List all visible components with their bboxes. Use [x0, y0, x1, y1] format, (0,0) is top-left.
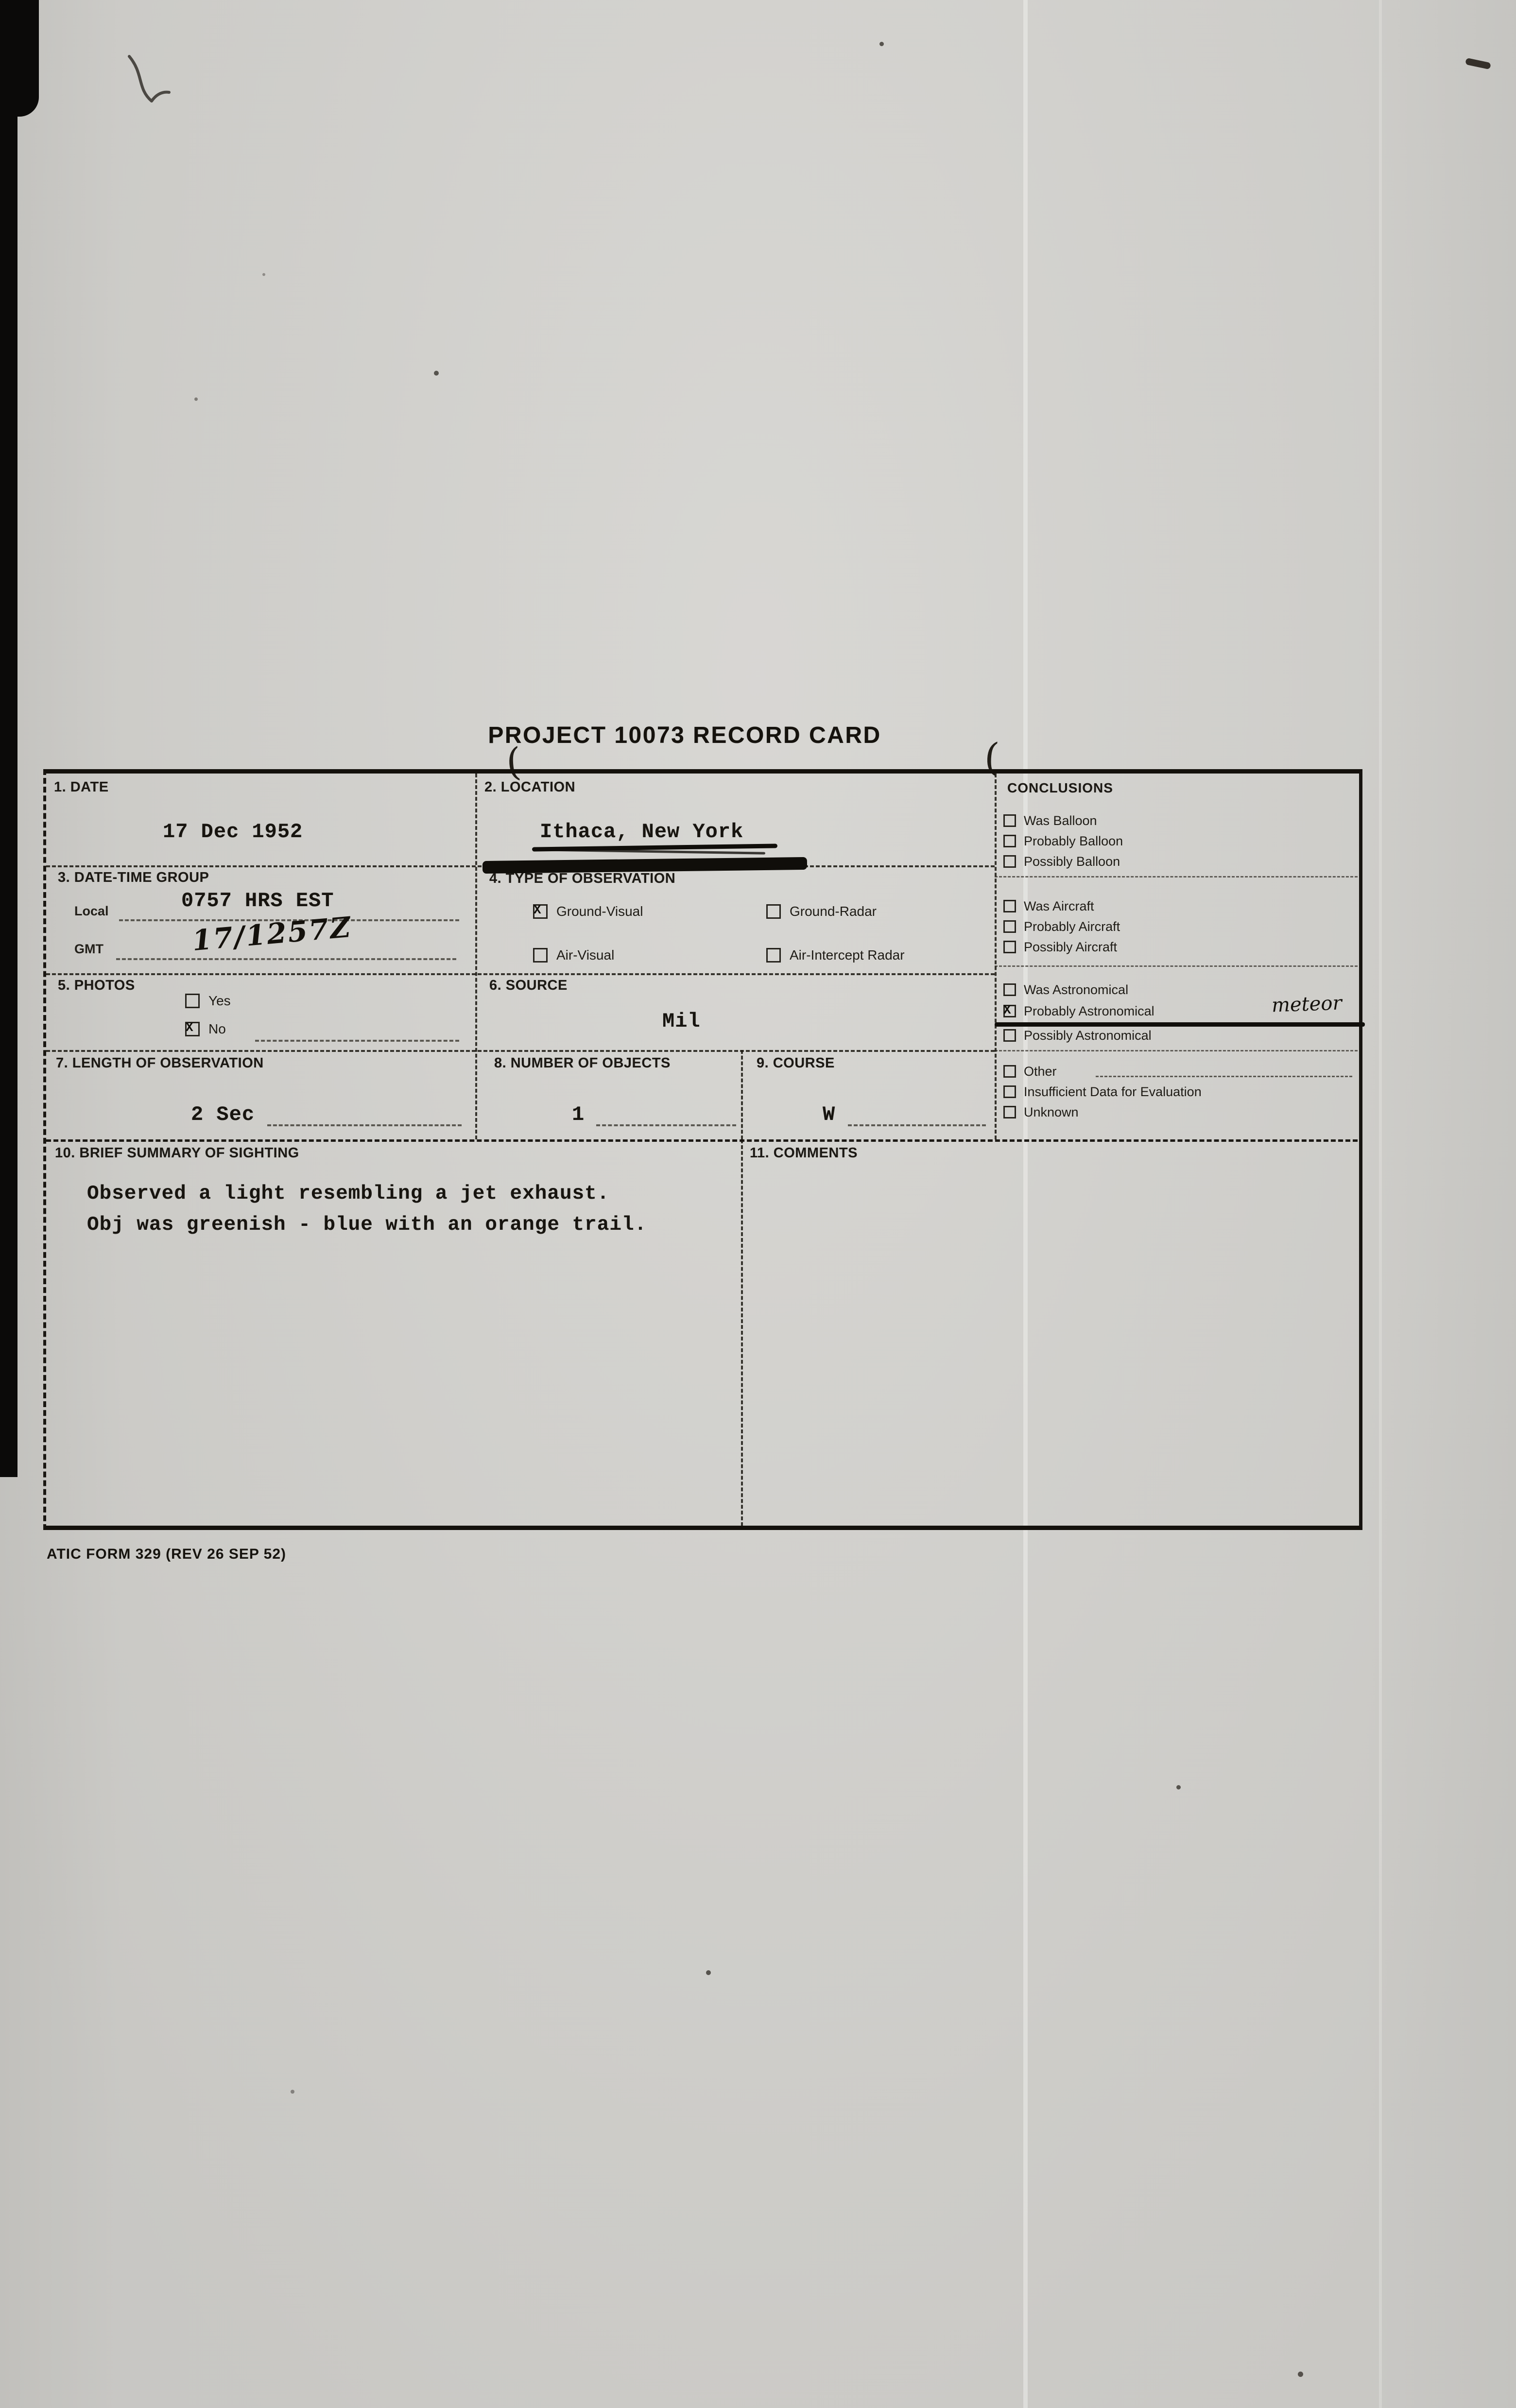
- conclusion-item-possibly-astronomical: [1003, 1028, 1152, 1043]
- option-photos-no: [185, 1021, 226, 1037]
- checkbox: [1003, 983, 1016, 996]
- conclusion-label: Probably Aircraft: [1024, 919, 1120, 934]
- conclusion-label: Unknown: [1024, 1105, 1079, 1119]
- leader-line: [1096, 1076, 1352, 1077]
- gmt-handwritten-value: 17/1257Z: [190, 910, 354, 958]
- scan-speck: [262, 273, 265, 276]
- leader-line: [116, 958, 456, 960]
- checkbox: [766, 948, 781, 963]
- checkbox: [1003, 835, 1016, 847]
- conclusions-divider: [995, 876, 1358, 877]
- option-air-visual: [533, 947, 614, 963]
- conclusion-item-unknown: [1003, 1105, 1079, 1120]
- meteor-handwritten-annotation: meteor: [1271, 992, 1343, 1017]
- checkbox: [533, 904, 548, 919]
- course-label: 9. COURSE: [757, 1055, 835, 1071]
- pen-paren-mark-right: (: [983, 735, 1000, 780]
- photos-label: 5. PHOTOS: [58, 978, 135, 993]
- checkbox: [533, 948, 548, 963]
- location-label: 2. LOCATION: [484, 779, 576, 795]
- option-ground-visual: [533, 904, 643, 919]
- length-of-observation-value: 2 Sec: [191, 1103, 255, 1126]
- conclusion-label: Insufficient Data for Evaluation: [1024, 1084, 1202, 1099]
- page-title: PROJECT 10073 RECORD CARD: [488, 722, 881, 748]
- checkbox: [766, 904, 781, 919]
- conclusion-item-insufficient-data: [1003, 1084, 1202, 1100]
- brief-summary-line2: Obj was greenish - blue with an orange trail.: [87, 1214, 647, 1236]
- checkbox: [1003, 900, 1016, 912]
- type-of-observation-label: 4. TYPE OF OBSERVATION: [489, 871, 676, 886]
- scan-streak: [1379, 0, 1382, 2408]
- grid-line: [741, 1050, 743, 1139]
- conclusion-item-possibly-balloon: [1003, 854, 1120, 869]
- leader-line: [596, 1124, 736, 1126]
- leader-line: [848, 1124, 986, 1126]
- leader-line: [267, 1124, 462, 1126]
- conclusion-label: Was Balloon: [1024, 813, 1097, 828]
- record-card: [43, 769, 1362, 1530]
- conclusions-divider: [995, 965, 1358, 967]
- gmt-label: GMT: [74, 942, 103, 956]
- scan-speck: [291, 2090, 294, 2094]
- checkbox: [185, 1022, 200, 1036]
- conclusion-item-was-balloon: [1003, 813, 1097, 828]
- conclusion-item-probably-balloon: [1003, 834, 1123, 849]
- scan-speck: [1298, 2372, 1303, 2377]
- local-label: Local: [74, 904, 109, 918]
- option-photos-yes: [185, 993, 231, 1009]
- conclusion-label: Possibly Balloon: [1024, 854, 1120, 869]
- checkbox-mark: X: [534, 903, 541, 917]
- length-of-observation-label: 7. LENGTH OF OBSERVATION: [56, 1055, 264, 1071]
- leader-line: [255, 1040, 459, 1042]
- grid-line: [46, 1139, 1358, 1142]
- conclusions-header: CONCLUSIONS: [1007, 780, 1113, 795]
- option-ground-radar: [766, 904, 877, 919]
- checkbox: [1003, 1029, 1016, 1042]
- location-value: Ithaca, New York: [540, 820, 744, 843]
- checkbox: [1003, 1065, 1016, 1078]
- checkbox: [1003, 1085, 1016, 1098]
- checkbox: [1003, 855, 1016, 868]
- conclusion-label: Other: [1024, 1064, 1057, 1079]
- scan-speck: [1176, 1785, 1181, 1789]
- local-time-value: 0757 HRS EST: [181, 889, 334, 912]
- option-label: No: [208, 1021, 226, 1036]
- option-label: Air-Visual: [556, 947, 615, 963]
- comments-label: 11. COMMENTS: [750, 1145, 858, 1161]
- conclusion-item-other: [1003, 1064, 1057, 1079]
- number-of-objects-label: 8. NUMBER OF OBJECTS: [494, 1055, 671, 1071]
- option-air-intercept-radar: [766, 947, 905, 963]
- form-number: ATIC FORM 329 (REV 26 SEP 52): [47, 1546, 287, 1562]
- grid-line: [46, 1050, 995, 1052]
- scanner-edge-strip: [0, 0, 17, 1477]
- option-label: Air-Intercept Radar: [790, 947, 905, 963]
- conclusions-divider: [995, 1050, 1358, 1051]
- date-time-group-label: 3. DATE-TIME GROUP: [58, 870, 209, 885]
- grid-line: [475, 774, 477, 1139]
- date-label: 1. DATE: [54, 779, 109, 795]
- scanner-edge-corner: [0, 0, 39, 117]
- checkbox: [1003, 1005, 1016, 1017]
- scan-speck: [434, 371, 439, 376]
- checkbox: [1003, 1106, 1016, 1118]
- checkbox: [1003, 814, 1016, 827]
- probably-astronomical-pen-underline: [995, 1022, 1365, 1027]
- scan-speck: [194, 397, 198, 401]
- checkbox: [1003, 920, 1016, 933]
- date-value: 17 Dec 1952: [163, 820, 303, 843]
- checkbox-mark: X: [186, 1020, 193, 1035]
- option-label: Ground-Visual: [556, 904, 643, 919]
- option-label: Yes: [208, 993, 231, 1008]
- checkbox: [1003, 941, 1016, 953]
- pen-paren-mark-left: (: [504, 740, 523, 785]
- brief-summary-line1: Observed a light resembling a jet exhaust.: [87, 1183, 610, 1205]
- conclusion-item-possibly-aircraft: [1003, 940, 1117, 955]
- conclusion-item-was-aircraft: [1003, 899, 1094, 914]
- brief-summary-label: 10. BRIEF SUMMARY OF SIGHTING: [55, 1145, 299, 1161]
- course-value: W: [823, 1103, 836, 1126]
- conclusion-label: Probably Balloon: [1024, 834, 1123, 848]
- conclusion-item-was-astronomical: [1003, 982, 1128, 998]
- grid-line: [741, 1139, 743, 1526]
- scan-speck: [879, 42, 884, 46]
- conclusion-label: Possibly Astronomical: [1024, 1028, 1152, 1043]
- conclusion-label: Was Aircraft: [1024, 899, 1094, 913]
- grid-line: [995, 774, 997, 1139]
- conclusion-label: Probably Astronomical: [1024, 1004, 1154, 1018]
- pen-squiggle-mark: [121, 51, 184, 123]
- conclusion-item-probably-aircraft: [1003, 919, 1120, 934]
- source-label: 6. SOURCE: [489, 978, 568, 993]
- checkbox: [185, 994, 200, 1008]
- conclusion-item-probably-astronomical: [1003, 1004, 1154, 1019]
- grid-line: [46, 973, 995, 975]
- conclusion-label: Possibly Aircraft: [1024, 940, 1118, 954]
- number-of-objects-value: 1: [572, 1103, 585, 1126]
- conclusion-label: Was Astronomical: [1024, 982, 1129, 997]
- scan-mark: [1465, 58, 1491, 70]
- scan-speck: [706, 1970, 711, 1975]
- checkbox-mark: X: [1003, 1003, 1011, 1017]
- source-value: Mil: [662, 1010, 701, 1033]
- option-label: Ground-Radar: [790, 904, 877, 919]
